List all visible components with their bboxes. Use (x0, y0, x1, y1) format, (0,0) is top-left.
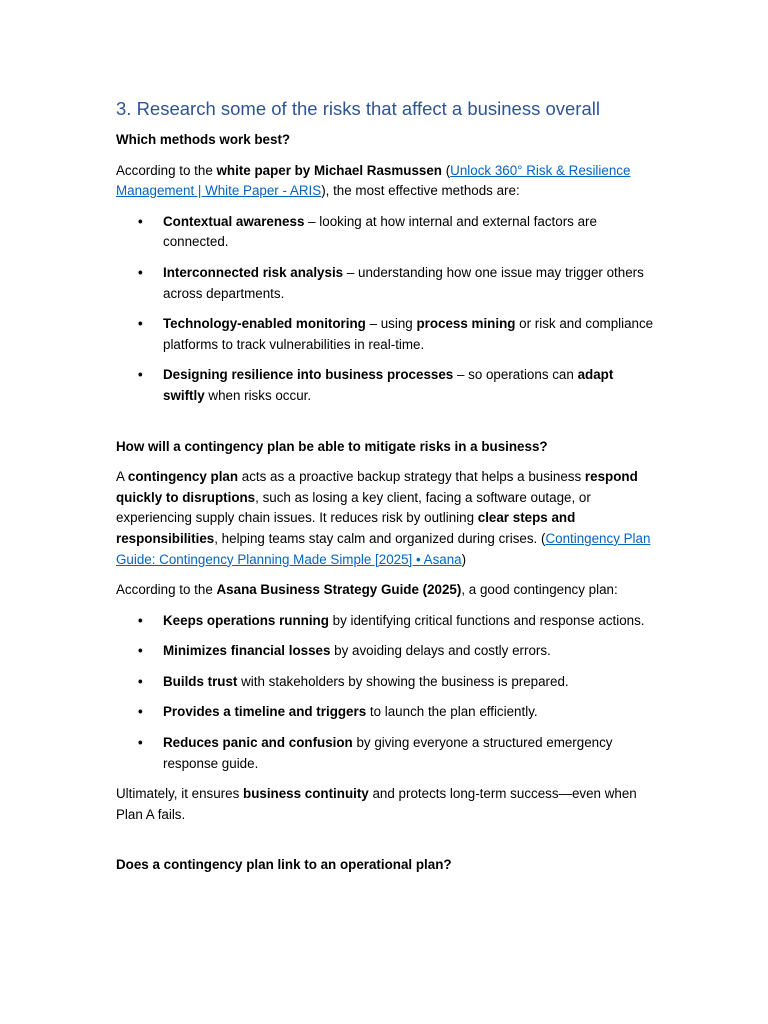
list-item: • Technology-enabled monitoring – using process mining or risk and compliance platforms to track vulnerabilities in real-time. (116, 314, 656, 355)
methods-list (116, 212, 656, 407)
question-contingency: How will a contingency plan be able to mitigate risks in a business? (116, 438, 548, 454)
list-item: • Minimizes financial losses by avoiding delays and costly errors. (116, 641, 656, 662)
asana-intro-paragraph: According to the Asana Business Strategy Guide (2025), a good contingency plan: (116, 582, 618, 598)
spacer (116, 835, 656, 855)
list-item: • Interconnected risk analysis – understanding how one issue may trigger others across departments. (116, 263, 656, 304)
white-paper-author: white paper by Michael Rasmussen (216, 162, 442, 178)
list-item: • Builds trust with stakeholders by showing the business is prepared. (116, 672, 656, 693)
asana-guide-link[interactable]: Contingency Plan Guide: Contingency Planning Made Simple [2025] • Asana (116, 530, 651, 567)
list-item: • Provides a timeline and triggers to launch the plan efficiently. (116, 702, 656, 723)
contingency-benefits-list (116, 611, 656, 775)
aris-white-paper-link[interactable]: Unlock 360° Risk & Resilience Management | White Paper - ARIS (116, 162, 631, 199)
conclusion-paragraph: Ultimately, it ensures business continuity and protects long-term success—even when Plan A fails. (116, 786, 637, 822)
contingency-paragraph: A contingency plan acts as a proactive backup strategy that helps a business respond quickly to disruptions, such as losing a key client, facing a software outage, or experiencing supply chain issues. It reduces risk by outlining clear steps and responsibilities, helping teams stay calm and organized during crises. (Contingency Plan Guide: Contingency Planning Made Simple [2025] • Asana) (116, 469, 651, 567)
list-item: • Reduces panic and confusion by giving everyone a structured emergency response guide. (116, 733, 656, 774)
question-operational-plan: Does a contingency plan link to an operational plan? (116, 857, 452, 873)
list-item: • Keeps operations running by identifying critical functions and response actions. (116, 611, 656, 632)
list-item: • Designing resilience into business processes – so operations can adapt swiftly when risks occur. (116, 365, 656, 406)
list-item: • Contextual awareness – looking at how internal and external factors are connected. (116, 212, 656, 253)
section-heading: 3. Research some of the risks that affect a business overall (116, 98, 600, 119)
spacer (116, 417, 656, 437)
intro-paragraph: According to the white paper by Michael Rasmussen (Unlock 360° Risk & Resilience Management | White Paper - ARIS), the most effective methods are: (116, 162, 631, 199)
question-methods: Which methods work best? (116, 132, 291, 147)
document-body (116, 96, 656, 886)
